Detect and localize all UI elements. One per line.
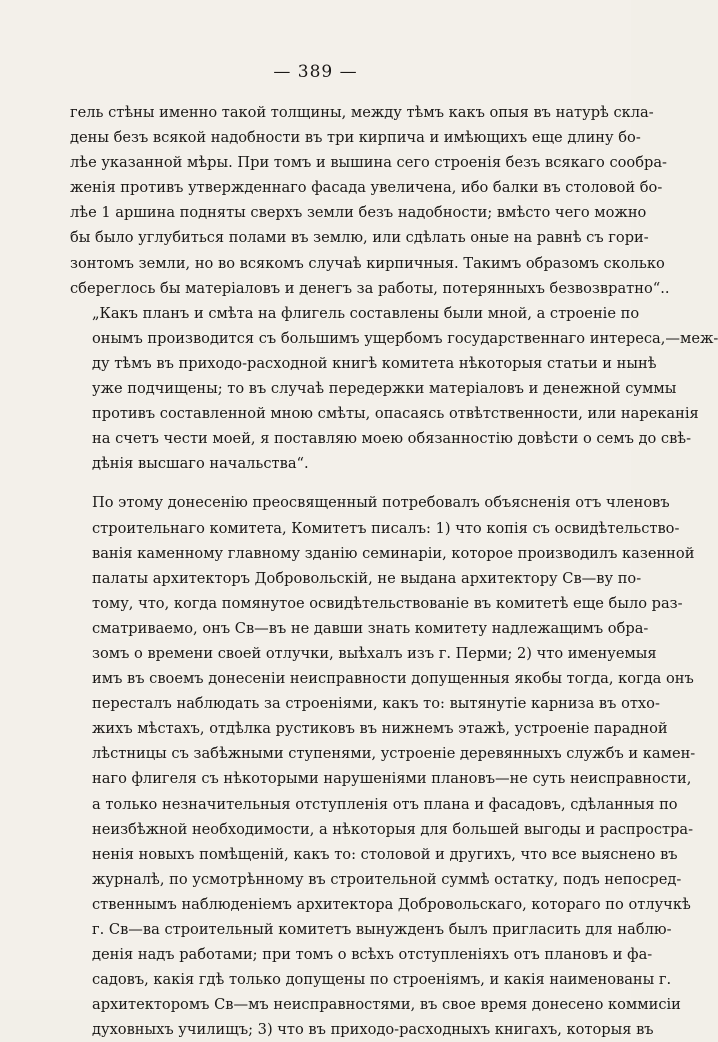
text-line: палаты архитекторъ Добровольскій, не выдана архитектору Св—ву по- <box>92 569 642 587</box>
text-line: имъ въ своемъ донесеніи неисправности допущенныя якобы тогда, когда онъ <box>92 670 694 688</box>
text-line: лѣе 1 аршина подняты сверхъ земли безъ надобности; вмѣсто чего можно <box>70 204 647 222</box>
text-line: неизбѣжной необходимости, а нѣкоторыя для большей выгоды и распростра- <box>92 820 694 838</box>
text-line: тому, что, когда помянутое освидѣтельствованіе въ комитетѣ еще было раз- <box>92 594 683 612</box>
text-line: гель стѣны именно такой толщины, между тѣмъ какъ опыя въ натурѣ скла- <box>70 104 654 121</box>
text-line: на счетъ чести моей, я поставляю моею обязанностію довѣсти о семъ до свѣ- <box>92 430 692 448</box>
paragraph <box>70 490 696 1042</box>
text-line: г. Св—ва строительный комитетъ вынужденъ былъ пригласить для наблю- <box>92 921 672 938</box>
text-line: ванія каменному главному зданію семинаріи, которое производилъ казенной <box>92 544 695 562</box>
text-line: „Какъ планъ и смѣта на флигель составлены были мной, а строеніе по <box>92 304 640 322</box>
text-line: садовъ, какія гдѣ только допущены по строеніямъ, и какія наименованы г. <box>92 971 672 989</box>
text-line: дѣнія высшаго начальства“. <box>92 455 309 473</box>
text-line: ду тѣмъ въ приходо-расходной книгѣ комитета нѣкоторыя статьи и нынѣ <box>92 354 657 372</box>
text-line: женія противъ утвержденнаго фасада увеличена, ибо балки въ столовой бо- <box>70 179 663 197</box>
text-line: сбереглось бы матеріаловъ и денегъ за работы, потерянныхъ безвозвратно“.. <box>70 279 670 297</box>
text-line: онымъ производится съ большимъ ущербомъ государственнаго интереса,—меж- <box>92 329 718 347</box>
text-line: а только незначительныя отступленія отъ плана и фасадовъ, сдѣланныя по <box>92 795 678 813</box>
text-line: духовныхъ училищъ; 3) что въ приходо-расходныхъ книгахъ, которыя въ <box>92 1021 654 1039</box>
body-text <box>70 100 718 1042</box>
text-line: пересталъ наблюдать за строеніями, какъ то: вытянутіе карниза въ отхо- <box>92 695 660 713</box>
text-line: ственнымъ наблюденіемъ архитектора Добровольскаго, котораго по отлучкѣ <box>92 895 691 913</box>
text-line: противъ составленной мною смѣты, опасаясь отвѣтственности, или нареканія <box>92 405 699 423</box>
text-line: денія надъ работами; при томъ о всѣхъ отступленіяхъ отъ плановъ и фа- <box>92 946 653 964</box>
text-line: зонтомъ земли, но во всякомъ случаѣ кирпичныя. Такимъ образомъ сколько <box>70 254 665 272</box>
paragraph <box>70 100 670 301</box>
text-line: наго флигеля съ нѣкоторыми нарушеніями плановъ—не суть неисправности, <box>92 770 692 788</box>
text-line: журналѣ, по усмотрѣнному въ строительной суммѣ остатку, подъ непосред- <box>92 870 682 888</box>
text-line: лѣстницы съ забѣжными ступенями, устроеніе деревянныхъ службъ и камен- <box>92 745 696 763</box>
text-line: строительнаго комитета, Комитетъ писалъ: 1) что копія съ освидѣтельство- <box>92 519 680 537</box>
text-line: дены безъ всякой надобности въ три кирпича и имѣющихъ еще длину бо- <box>70 129 641 147</box>
text-line: По этому донесенію преосвященный потребовалъ объясненія отъ членовъ <box>92 494 670 512</box>
text-line: архитекторомъ Св—мъ неисправностями, въ свое время донесено коммисіи <box>92 996 681 1014</box>
text-line: уже подчищены; то въ случаѣ передержки матеріаловъ и денежной суммы <box>92 380 677 398</box>
text-line: жихъ мѣстахъ, отдѣлка рустиковъ въ нижнемъ этажѣ, устроеніе парадной <box>92 720 668 738</box>
text-line: ненія новыхъ помѣщеній, какъ то: столовой и другихъ, что все выяснено въ <box>92 845 678 863</box>
paragraph <box>70 301 718 477</box>
page-number: — 389 — <box>273 62 358 82</box>
text-line: сматриваемо, онъ Св—въ не давши знать комитету надлежащимъ обра- <box>92 619 649 637</box>
text-line: лѣе указанной мѣры. При томъ и вышина сего строенія безъ всякаго сообра- <box>70 154 667 172</box>
text-line: зомъ о времени своей отлучки, выѣхалъ изъ г. Перми; 2) что именуемыя <box>92 644 657 662</box>
text-line: бы было углубиться полами въ землю, или сдѣлать оные на равнѣ съ гори- <box>70 229 649 247</box>
